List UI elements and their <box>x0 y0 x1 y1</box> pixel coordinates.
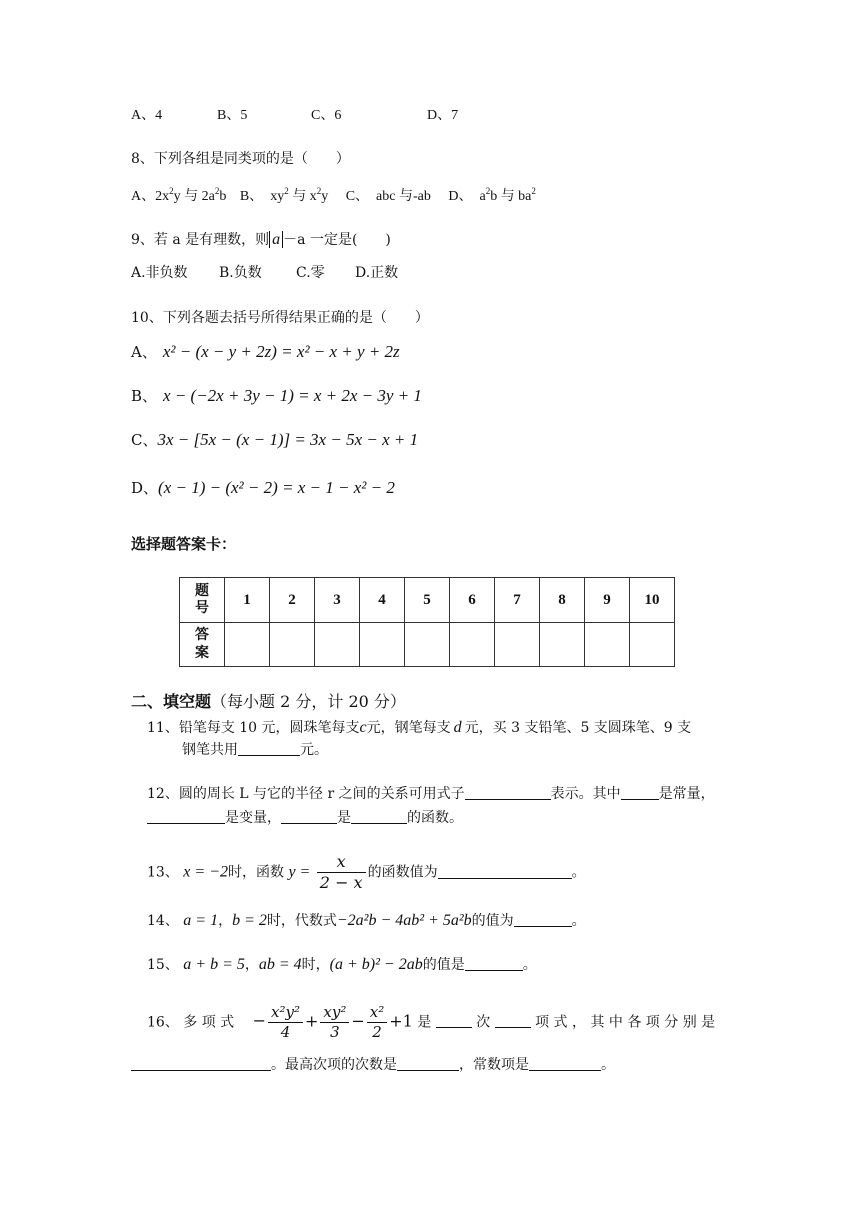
q9-option-a: A.非负数 <box>131 265 188 281</box>
answer-cell[interactable] <box>585 623 630 667</box>
question-number-cell: 8 <box>540 578 585 623</box>
q16-line2 <box>131 1057 615 1074</box>
q14-end: 。 <box>571 913 586 929</box>
q16-blank-3[interactable] <box>131 1058 271 1071</box>
row1-header-text: 题号 <box>195 582 209 616</box>
q8-d-text: a <box>479 189 486 204</box>
q13-condition: x = −2 <box>183 863 228 881</box>
q8-d-sup2: 2 <box>531 186 536 196</box>
q8-options <box>131 186 536 206</box>
q10-a-label: A、 <box>131 343 157 361</box>
q13-blank[interactable] <box>438 866 572 879</box>
q12-text5: 是 <box>337 810 351 826</box>
q14-text2: 的值为 <box>471 913 514 929</box>
q8-option-c-label: C、 <box>345 189 370 204</box>
q16-f2-num: xy² <box>320 1003 349 1023</box>
q8-a-text3: b <box>219 189 227 204</box>
section2-heading <box>131 692 406 711</box>
section2-title: 二、填空题 <box>131 692 212 711</box>
q8-option-b-label: B、 <box>239 189 264 204</box>
question-number-cell: 7 <box>495 578 540 623</box>
q15-label: 15、 <box>147 957 179 973</box>
row2-header-text: 答案 <box>195 627 209 661</box>
q9-option-c: C.零 <box>296 265 325 281</box>
q10-option-a <box>131 342 400 362</box>
answer-card-row2-header <box>180 623 225 667</box>
q8-d-sup: 2 <box>485 186 491 196</box>
q10-d-label: D、 <box>131 479 159 497</box>
q8-a-sup: 2 <box>169 186 174 196</box>
q12-text6: 的函数。 <box>407 810 463 826</box>
q14-line <box>147 911 586 930</box>
q16-fraction-2 <box>320 1003 349 1042</box>
q13-numerator: x <box>317 852 366 873</box>
q16-label: 16、 多 项 式 <box>147 1014 235 1031</box>
answer-card-row1-header <box>180 578 225 623</box>
q10-option-d <box>131 478 395 498</box>
q8-d-text2: b 与 ba <box>490 189 532 204</box>
q9-option-d: D.正数 <box>355 265 399 281</box>
q16-minus: − <box>252 1011 267 1031</box>
q13-fraction <box>317 852 366 893</box>
q11-text4: 钢笔共用 <box>182 742 238 758</box>
q10-c-label: C、 <box>131 431 158 449</box>
q13-y-eq: y = <box>288 863 311 881</box>
q16-blank-1[interactable] <box>436 1015 472 1028</box>
q12-blank-5[interactable] <box>351 811 407 824</box>
q10-c-expr: 3x − [5x − (x − 1)] = 3x − 5x − x + 1 <box>157 430 419 449</box>
q16-f2-den: 3 <box>330 1022 340 1041</box>
q11-text2: 元，钢笔每支 <box>366 720 451 736</box>
q8-a-text2: y 与 2a <box>173 189 215 204</box>
q12-line1 <box>147 786 715 803</box>
q11-line2 <box>182 742 328 759</box>
q11-line1 <box>147 718 691 737</box>
question-number-cell: 2 <box>270 578 315 623</box>
q8-option-d-label: D、 <box>448 189 473 204</box>
q7-option-c: C、6 <box>311 108 342 123</box>
q8-b-sup: 2 <box>284 186 289 196</box>
q16-blank-2[interactable] <box>495 1015 531 1028</box>
q9-stem-pre: 9、若 a 是有理数，则 <box>131 232 270 248</box>
q11-text1: 11、铅笔每支 10 元，圆珠笔每支 <box>147 720 360 736</box>
q8-b-sup2: 2 <box>316 186 322 196</box>
q11-text3: 元，买 3 支铅笔、5 支圆珠笔、9 支 <box>464 720 692 736</box>
q15-expr: (a + b)² − 2ab <box>329 956 423 973</box>
q8-b-text: xy <box>270 189 285 204</box>
q10-option-c <box>131 430 418 450</box>
q16-fraction-1 <box>268 1003 303 1042</box>
q11-var-c: c <box>359 719 367 736</box>
q12-line2 <box>147 810 463 827</box>
q16-plus: + <box>305 1011 319 1031</box>
q10-d-expr: (x − 1) − (x² − 2) = x − 1 − x² − 2 <box>158 478 395 497</box>
q7-option-d: D、7 <box>427 108 459 123</box>
question-number-cell: 1 <box>225 578 270 623</box>
q16-f1-den: 4 <box>280 1022 291 1041</box>
answer-cell[interactable] <box>360 623 405 667</box>
q15-blank[interactable] <box>465 958 523 971</box>
q9-stem <box>131 230 391 249</box>
q16-blank-5[interactable] <box>529 1058 601 1071</box>
question-number-cell: 9 <box>585 578 630 623</box>
answer-cell[interactable] <box>315 623 360 667</box>
q12-blank-2[interactable] <box>621 787 659 800</box>
answer-cell[interactable] <box>495 623 540 667</box>
q8-c-text: abc 与-ab <box>376 189 431 204</box>
q12-text3: 是常量， <box>658 786 715 802</box>
q15-text2: 的值是 <box>422 957 465 973</box>
q16-text5: ，常数项是 <box>459 1057 529 1073</box>
q16-text4: 。最高次项的次数是 <box>271 1057 397 1073</box>
q15-line <box>147 955 537 974</box>
q8-stem: 8、下列各组是同类项的是（ ） <box>131 151 350 167</box>
q13-text1: 时，函数 <box>227 864 284 881</box>
q9-abs-value: a <box>269 231 283 248</box>
answer-card-number-row <box>180 578 675 623</box>
answer-card-table <box>179 577 675 667</box>
answer-card-answer-row <box>180 623 675 667</box>
q8-a-sup2: 2 <box>214 186 220 196</box>
q8-b-text2: 与 x <box>288 189 317 204</box>
q9-option-b: B.负数 <box>219 265 262 281</box>
answer-cell[interactable] <box>270 623 315 667</box>
q12-blank-1[interactable] <box>465 787 551 800</box>
q7-option-a: A、4 <box>131 108 163 123</box>
q15-end: 。 <box>522 957 537 973</box>
answer-cell[interactable] <box>450 623 495 667</box>
q13-end: 。 <box>571 864 586 881</box>
q13-denominator: 2 − x <box>319 873 363 892</box>
q16-f3-den: 2 <box>372 1022 382 1041</box>
answer-card-title: 选择题答案卡： <box>131 535 237 553</box>
q10-stem: 10、下列各题去括号所得结果正确的是（ ） <box>131 310 429 326</box>
q14-expr: −2a²b − 4ab² + 5a²b <box>336 912 472 929</box>
q16-line1 <box>147 1003 731 1042</box>
question-number-cell: 3 <box>315 578 360 623</box>
q14-cond-b: b = 2 <box>232 912 267 929</box>
answer-cell[interactable] <box>405 623 450 667</box>
q9-stem-post: －a 一定是( ) <box>283 232 391 248</box>
q14-cond-a: a = 1 <box>183 912 219 929</box>
q16-text1: 是 <box>417 1014 432 1031</box>
q16-f1-num: x²y² <box>268 1003 303 1023</box>
q12-text2: 表示。其中 <box>550 786 621 802</box>
q10-b-label: B、 <box>131 387 158 405</box>
answer-cell[interactable] <box>225 623 270 667</box>
q12-text4: 是变量， <box>225 810 281 826</box>
q11-blank[interactable] <box>238 743 300 756</box>
q12-blank-4[interactable] <box>281 811 337 824</box>
q8-a-text: 2x <box>155 189 170 204</box>
q11-var-d: d <box>453 719 462 736</box>
q16-f3-num: x² <box>367 1003 387 1023</box>
q16-text2: 次 <box>476 1014 491 1031</box>
q14-label: 14、 <box>147 913 179 929</box>
q16-tail: +1 <box>389 1011 413 1031</box>
q15-sep: ， <box>244 957 259 973</box>
q16-text3: 项 式 ， 其 中 各 项 分 别 是 <box>535 1014 716 1031</box>
q15-cond-b: ab = 4 <box>258 956 302 973</box>
q15-cond-a: a + b = 5 <box>183 956 245 973</box>
question-number-cell: 4 <box>360 578 405 623</box>
answer-cell[interactable] <box>540 623 585 667</box>
q13-label: 13、 <box>147 864 179 881</box>
q14-text1: 时，代数式 <box>266 913 337 929</box>
question-number-cell: 10 <box>630 578 675 623</box>
q16-blank-4[interactable] <box>397 1058 459 1071</box>
q10-b-expr: x − (−2x + 3y − 1) = x + 2x − 3y + 1 <box>163 386 422 405</box>
question-number-cell: 5 <box>405 578 450 623</box>
q10-a-expr: x² − (x − y + 2z) = x² − x + y + 2z <box>162 342 400 361</box>
section2-note: （每小题 2 分，计 20 分） <box>211 692 406 711</box>
q8-option-a-label: A、 <box>131 189 156 204</box>
q16-fraction-3 <box>367 1003 387 1042</box>
q12-text1: 12、圆的周长 L 与它的半径 r 之间的关系可用式子 <box>147 786 465 802</box>
q16-text6: 。 <box>601 1057 615 1073</box>
answer-cell[interactable] <box>630 623 675 667</box>
q16-minus-2: − <box>351 1011 365 1031</box>
q15-text1: 时， <box>301 957 330 973</box>
q12-blank-3[interactable] <box>147 811 225 824</box>
q11-text5: 元。 <box>300 742 328 758</box>
q7-option-b: B、5 <box>217 108 248 123</box>
question-number-cell: 6 <box>450 578 495 623</box>
q14-sep: ， <box>218 913 233 929</box>
q13-line <box>147 852 586 893</box>
q8-b-text3: y <box>321 189 329 204</box>
q13-text2: 的函数值为 <box>367 864 438 881</box>
q10-option-b <box>131 386 422 406</box>
q14-blank[interactable] <box>514 914 572 927</box>
